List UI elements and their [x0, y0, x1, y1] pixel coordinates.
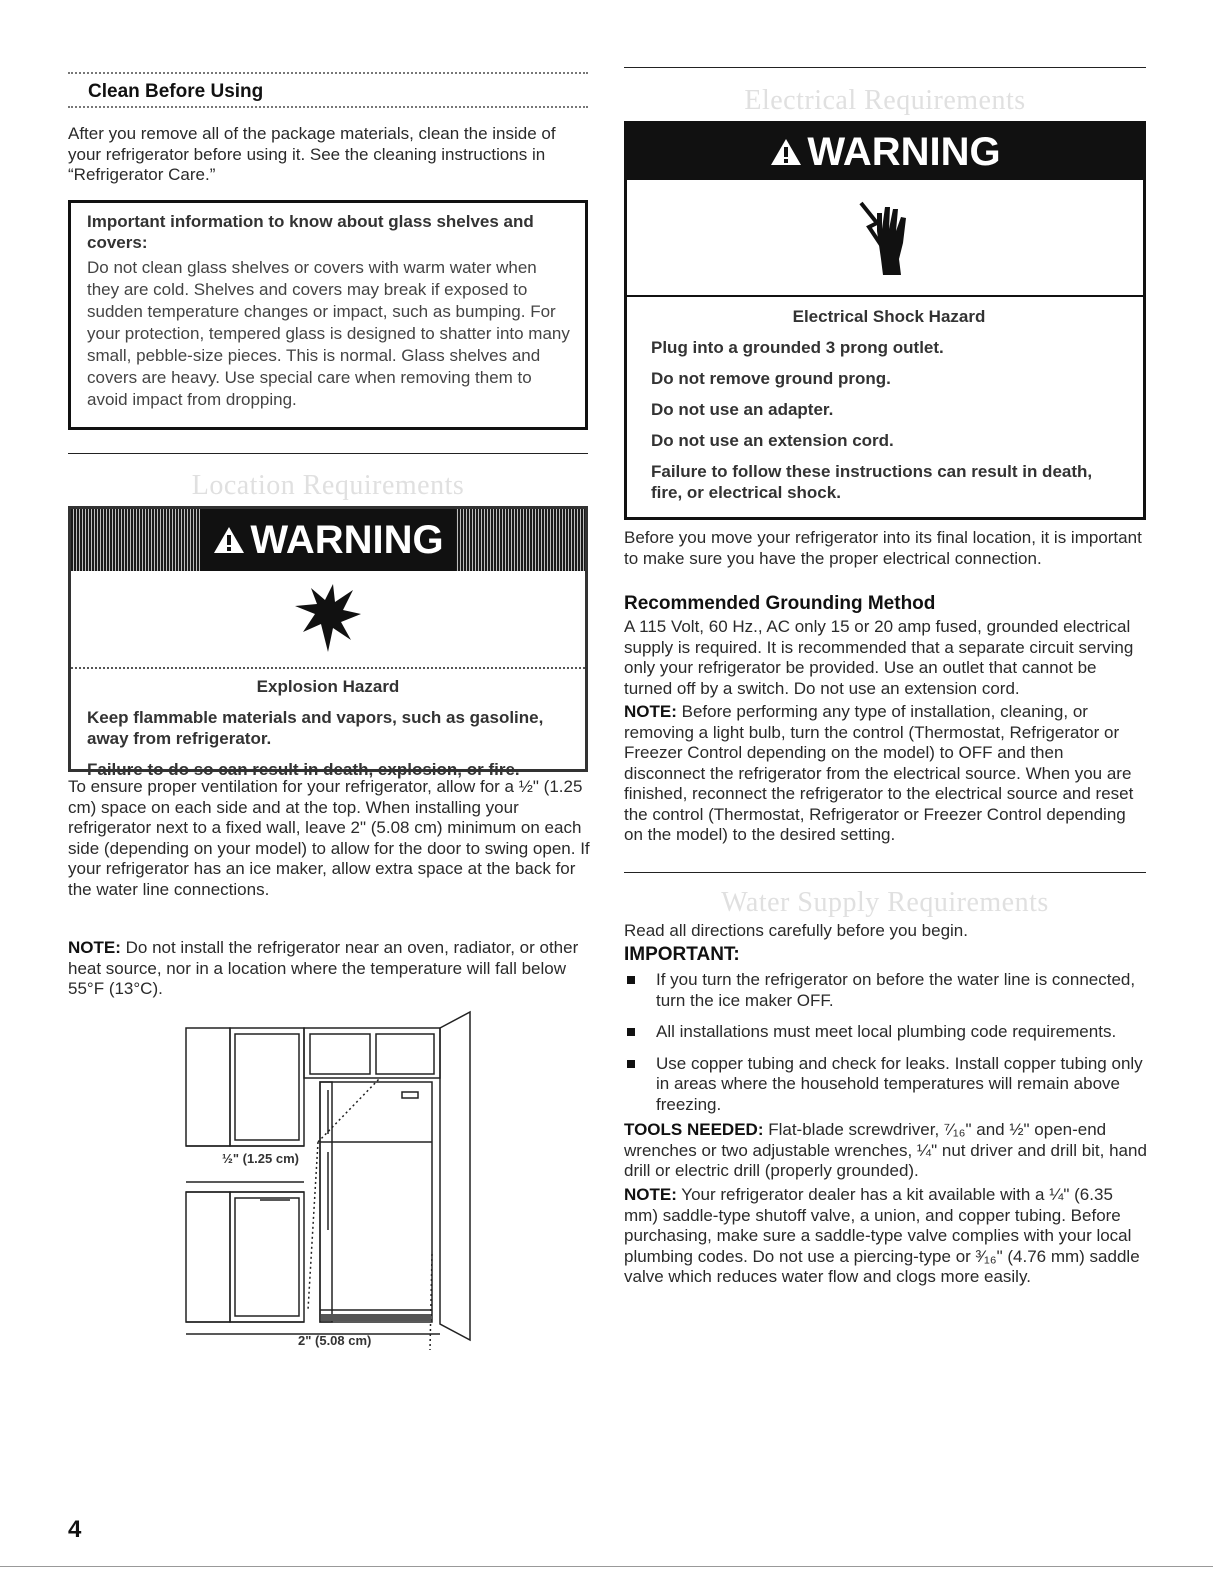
explosion-icon — [293, 584, 363, 654]
electrical-note-text: Before performing any type of installation, cleaning, or removing a light bulb, turn the control (Thermostat, Refrigerator or Freezer Control depending on the model) to OFF and then disconnect the refrigerator from the electrical source. When you are finished, reconnect the refrigerator to the electrical source and reset the control (Thermostat, Refrigerator or Freezer Control depending on the model) to the desired setting. — [624, 702, 1134, 844]
diagram-label-half-inch: ½" (1.25 cm) — [222, 1151, 299, 1166]
electrical-warning-line-4: Do not use an extension cord. — [651, 431, 894, 450]
clean-before-using-body: After you remove all of the package materials, clean the inside of your refrigerator before using it. See the cleaning instructions in “Refrigerator Care.” — [68, 124, 556, 184]
tools-needed-text: Flat-blade screwdriver, ⁷⁄₁₆" and ½" open-end wrenches or two adjustable wrenches, ¼" nut driver and drill bit, hand drill or electric drill (properly grounded). — [624, 1120, 1147, 1180]
list-item: All installations must meet local plumbing code requirements. — [624, 1022, 1148, 1043]
water-note-text: Your refrigerator dealer has a kit available with a ¼" (6.35 mm) saddle-type shutoff valve, a union, and copper tubing. Before purchasing, make sure a saddle-type valve complies with your local plumbing codes. Do not use a piercing-type or ³⁄₁₆" (4.76 mm) saddle valve which reduces water flow and clogs more easily. — [624, 1185, 1140, 1286]
glass-shelves-title: Important information to know about glass shelves and covers: — [87, 212, 534, 252]
location-requirements-title: Location Requirements — [191, 470, 465, 501]
electrical-warning-box — [624, 121, 1146, 520]
tools-needed — [624, 1120, 1148, 1182]
location-section-rule — [68, 453, 588, 454]
water-note-label: NOTE: — [624, 1185, 677, 1204]
electric-shock-hand-icon — [855, 193, 915, 283]
electrical-warning-line-1: Plug into a grounded 3 prong outlet. — [651, 338, 944, 357]
bottom-rule — [0, 1566, 1213, 1567]
warning-triangle-icon — [212, 525, 246, 555]
refrigerator-clearance-diagram — [180, 1010, 480, 1355]
electrical-warning-label: WARNING — [807, 129, 1001, 174]
electrical-intro: Before you move your refrigerator into its final location, it is important to make sure you have the proper electrical connection. — [624, 528, 1142, 568]
warning-triangle-icon — [769, 137, 803, 167]
explosion-warning-box — [68, 506, 588, 779]
ventilation-paragraph: To ensure proper ventilation for your refrigerator, allow for a ½" (1.25 cm) space on each side and at the top. When installing your refrigerator next to a fixed wall, leave 2" (5.08 cm) minimum on each side (depending on your model) to allow for the door to swing open. If your refrigerator has an ice maker, allow extra space at the back for the water line connections. — [68, 777, 590, 899]
glass-shelves-body: Do not clean glass shelves or covers with warm water when they are cold. Shelves and covers may break if exposed to sudden temperature changes or impact, such as bumping. For your protection, tempered glass is designed to shatter into many small, pebble-size pieces. This is normal. Glass shelves and covers are heavy. Use special care when removing them to avoid impact from dropping. — [87, 258, 570, 409]
location-note-label: NOTE: — [68, 938, 121, 957]
diagram-label-two-inch: 2" (5.08 cm) — [298, 1333, 372, 1348]
warning-label: WARNING — [250, 517, 444, 562]
electrical-warning-banner — [627, 124, 1143, 180]
clean-before-using-heading: Clean Before Using — [88, 81, 264, 102]
list-item: Use copper tubing and check for leaks. Install copper tubing only in areas where the household temperatures will remain above freezing. — [624, 1054, 1148, 1116]
water-important-label: IMPORTANT: — [624, 944, 740, 965]
water-intro: Read all directions carefully before you begin. — [624, 921, 968, 940]
explosion-icon-area — [71, 571, 585, 669]
list-item: If you turn the refrigerator on before the water line is connected, turn the ice maker OFF. — [624, 970, 1148, 1011]
grounding-heading: Recommended Grounding Method — [624, 593, 936, 614]
grounding-paragraph: A 115 Volt, 60 Hz., AC only 15 or 20 amp fused, grounded electrical supply is required. It is recommended that a separate circuit serving only your refrigerator be provided. Use an outlet that cannot be turned off by a switch. Do not use an extension cord. — [624, 617, 1134, 698]
water-important-list — [624, 970, 1148, 1126]
electrical-section-rule — [624, 67, 1146, 68]
location-note — [68, 938, 588, 1000]
heading-dotted-rule — [68, 106, 588, 108]
electrical-requirements-title: Electrical Requirements — [744, 85, 1026, 116]
location-note-text: Do not install the refrigerator near an oven, radiator, or other heat source, nor in a location where the temperature will fall below 55°F (13°C). — [68, 938, 579, 998]
electrical-hazard-title: Electrical Shock Hazard — [792, 307, 986, 326]
glass-shelves-info-box — [68, 200, 588, 430]
electrical-warning-line-5: Failure to follow these instructions can result in death, fire, or electrical shock. — [651, 462, 1093, 502]
page-number: 4 — [68, 1516, 82, 1543]
top-dotted-rule — [68, 72, 588, 74]
electrical-note — [624, 702, 1146, 846]
electrical-note-label: NOTE: — [624, 702, 677, 721]
explosion-warning-line-2: Failure to do so can result in death, explosion, or fire. — [87, 760, 520, 779]
water-note — [624, 1185, 1148, 1288]
tools-needed-label: TOOLS NEEDED: — [624, 1120, 764, 1139]
explosion-hazard-title: Explosion Hazard — [256, 677, 400, 696]
shock-icon-area — [627, 180, 1143, 297]
water-section-rule — [624, 872, 1146, 873]
water-supply-requirements-title: Water Supply Requirements — [721, 887, 1049, 918]
explosion-warning-line-1: Keep flammable materials and vapors, such as gasoline, away from refrigerator. — [87, 708, 544, 748]
warning-banner — [71, 509, 585, 571]
electrical-warning-line-3: Do not use an adapter. — [651, 400, 834, 419]
electrical-warning-line-2: Do not remove ground prong. — [651, 369, 891, 388]
